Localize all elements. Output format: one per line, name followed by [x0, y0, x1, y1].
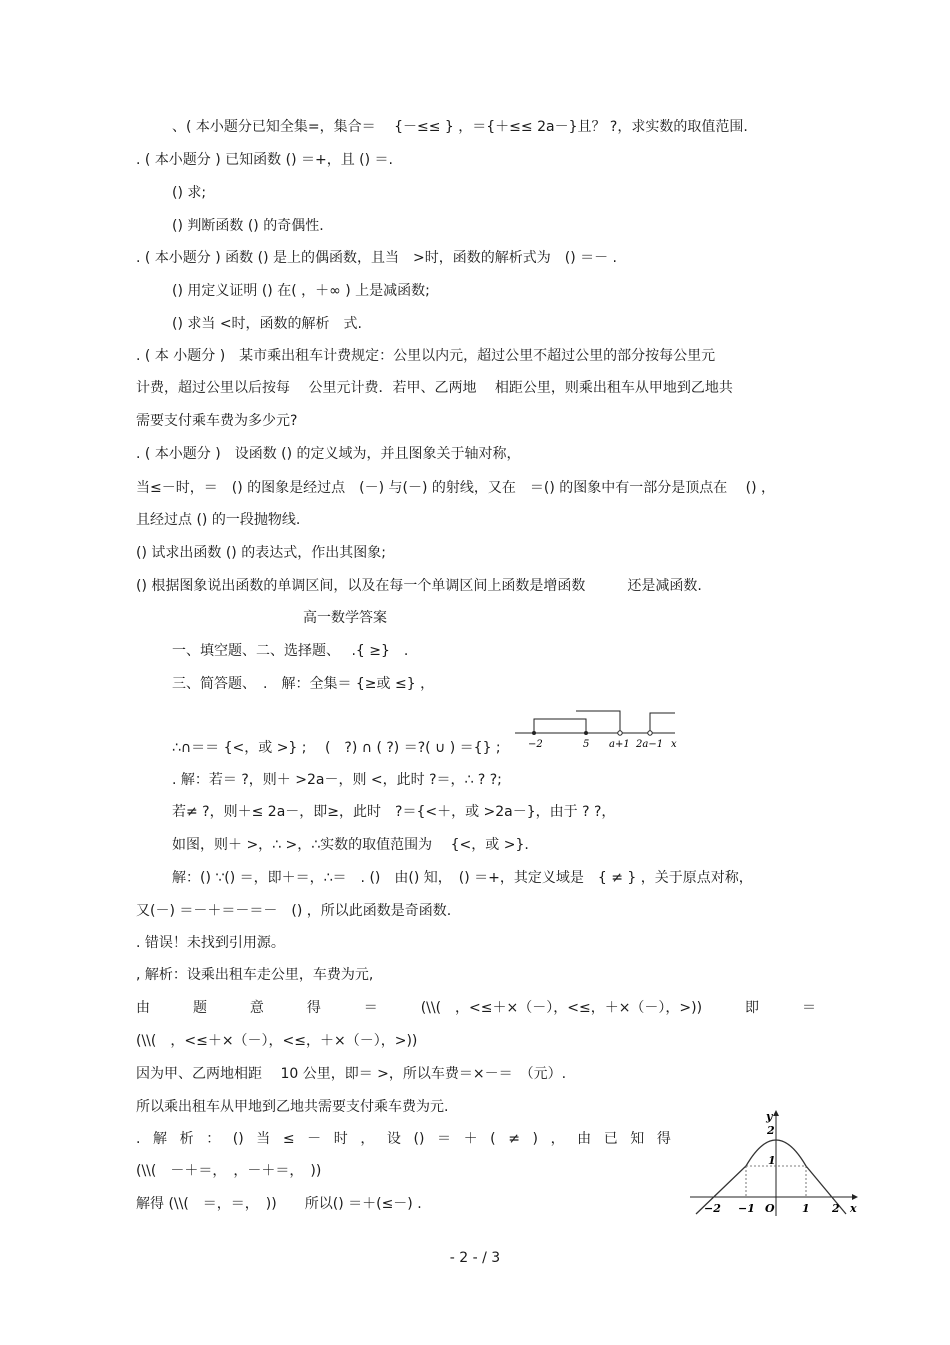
just-token: 由	[577, 1131, 592, 1147]
function-graph-figure	[688, 1108, 860, 1220]
q-line-14: () 试求出函数 () 的表达式，作出其图象;	[136, 545, 386, 561]
just-token: 题	[192, 1000, 207, 1016]
a-line-12: 因为甲、乙两地相距 10 公里，即＝ >，所以车费＝×－＝ （元）.	[136, 1066, 567, 1082]
a-line-9: . 错误！未找到引用源。	[136, 935, 285, 951]
just-token: ，	[360, 1131, 375, 1147]
point-neg2	[532, 731, 536, 735]
page-number: - 2 - / 3	[449, 1250, 501, 1266]
just-token: 即	[745, 1000, 760, 1016]
q-line-1: 、( 本小题分已知全集=，集合＝ {－≤≤ } ，＝{＋≤≤ 2a－}且？ ?，求实数的取值范围.	[172, 119, 748, 135]
a-line-5: 若≠ ?，则＋≤ 2a－，即≥，此时 ?＝{<＋，或 >2a－}，由于 ? ?，	[172, 804, 616, 820]
a-line-10: , 解析：设乘出租车走公里，车费为元,	[136, 967, 374, 983]
a-line-justified-2	[136, 1129, 671, 1149]
q-line-5: . ( 本小题分 ) 函数 () 是上的偶函数，且当 >时，函数的解析式为 () ＝－ .	[136, 250, 618, 266]
a-line-15: 解得 (\\( ＝，＝， )) 所以() ＝＋(≤－) .	[136, 1196, 422, 1212]
nl-label: −2	[528, 739, 543, 750]
q-line-6: () 用定义证明 () 在( ，＋∞ ) 上是减函数;	[172, 283, 430, 299]
a-line-14: (\\( －＋＝， ，－＋＝， ))	[136, 1163, 322, 1179]
q-line-7: () 求当 <时，函数的解析 式.	[172, 316, 363, 332]
just-token: ＝	[801, 1000, 816, 1016]
set-b-bracket-right	[650, 713, 675, 733]
graph-label: −2	[704, 1202, 721, 1215]
q-line-3: () 求;	[172, 185, 207, 201]
just-token: ＋	[463, 1131, 478, 1147]
graph-label: 2	[767, 1124, 775, 1137]
q-line-9: 计费，超过公里以后按每 公里元计费．若甲、乙两地 相距公里，则乘出租车从甲地到乙地共	[136, 380, 733, 396]
a-line-8: 又(－) ＝－＋＝－＝－ () ，所以此函数是奇函数.	[136, 903, 452, 919]
q-line-11: . ( 本小题分 ) 设函数 () 的定义域为，并且图象关于轴对称，	[136, 446, 521, 462]
graph-label: 1	[768, 1154, 776, 1167]
just-token: 解	[153, 1131, 168, 1147]
just-token: ()	[413, 1131, 425, 1147]
graph-label: O	[765, 1202, 775, 1215]
just-token: 已	[603, 1131, 618, 1147]
q-line-10: 需要支付乘车费为多少元?	[136, 413, 298, 429]
graph-label: 1	[802, 1202, 810, 1215]
just-token: ，	[550, 1131, 565, 1147]
just-token: 得	[306, 1000, 321, 1016]
a-line-4: . 解：若＝ ?，则＋ >2a－，则 <，此时 ?＝，∴ ? ?;	[172, 772, 502, 788]
point-a1	[618, 731, 622, 735]
just-token: 知	[630, 1131, 645, 1147]
just-token: 析	[179, 1131, 194, 1147]
just-token: ()	[232, 1131, 244, 1147]
just-token: 意	[249, 1000, 264, 1016]
q-line-2: . ( 本小题分 ) 已知函数 () ＝+，且 () ＝.	[136, 152, 394, 168]
just-token: ≤	[282, 1131, 295, 1147]
a-line-2: 三、简答题、 . 解：全集＝ {≥或 ≤} ，	[172, 676, 435, 692]
nl-label: a+1	[609, 739, 630, 750]
set-b-bracket-left	[576, 711, 620, 733]
q-line-15: () 根据图象说出函数的单调区间，以及在每一个单调区间上函数是增函数 还是减函数.	[136, 578, 702, 594]
y-axis-arrow	[773, 1110, 779, 1116]
just-token: ≠	[508, 1131, 520, 1147]
point-5	[584, 731, 588, 735]
graph-label: y	[766, 1110, 773, 1123]
graph-label: 2	[832, 1202, 840, 1215]
graph-label: x	[850, 1202, 857, 1215]
q-line-12: 当≤－时，＝ () 的图象是经过点 (－) 与(－) 的射线，又在 ＝() 的图象中有一部分是顶点在 () ，	[136, 480, 776, 496]
nl-label: 2a−1	[636, 739, 664, 750]
just-token: (\\( ，<≤＋×（－），<≤，＋×（－），>))	[420, 1000, 703, 1016]
just-token: 当	[256, 1131, 271, 1147]
a-line-11: (\\( ，<≤＋×（－），<≤，＋×（－），>))	[136, 1033, 418, 1049]
a-line-6: 如图，则＋ >，∴ >，∴实数的取值范围为 {<，或 >}.	[172, 837, 529, 853]
just-token: .	[136, 1131, 141, 1147]
nl-label: 5	[583, 739, 590, 750]
just-token: )	[532, 1131, 538, 1147]
just-token: 时	[333, 1131, 348, 1147]
a-line-3: ∴∩＝＝ {<，或 >} ; ( ?) ∩ ( ?) ＝?( ∪ ) ＝{} ;	[172, 740, 501, 756]
nl-label: x	[671, 739, 677, 750]
just-token: 由	[136, 1000, 150, 1016]
q-line-13: 且经过点 () 的一段抛物线.	[136, 512, 301, 528]
just-token: ＝	[437, 1131, 451, 1147]
x-axis-arrow	[852, 1194, 858, 1200]
just-token: －	[307, 1131, 322, 1147]
a-line-justified-1	[136, 998, 816, 1018]
q-line-4: () 判断函数 () 的奇偶性.	[172, 218, 324, 234]
a-line-7: 解：() ∵() ＝，即＋＝，∴＝ . () 由() 知， () ＝+，其定义域是 { ≠ } ，关于原点对称，	[172, 870, 753, 886]
answer-title: 高一数学答案	[303, 610, 387, 626]
a-line-13: 所以乘出租车从甲地到乙地共需要支付乘车费为元.	[136, 1099, 449, 1115]
just-token: 设	[386, 1131, 401, 1147]
a-line-1: 一、填空题、二、选择题、 .{ ≥} .	[172, 643, 409, 659]
just-token: (	[490, 1131, 496, 1147]
graph-label: −1	[738, 1202, 755, 1215]
just-token: 得	[656, 1131, 671, 1147]
q-line-8: . ( 本 小题分 ) 某市乘出租车计费规定：公里以内元，超过公里不超过公里的部分按每公里元	[136, 348, 716, 364]
number-line-figure	[510, 705, 685, 753]
just-token: ＝	[363, 1000, 378, 1016]
just-token: ：	[206, 1131, 221, 1147]
set-a-bracket	[534, 719, 586, 733]
point-2a1	[648, 731, 652, 735]
